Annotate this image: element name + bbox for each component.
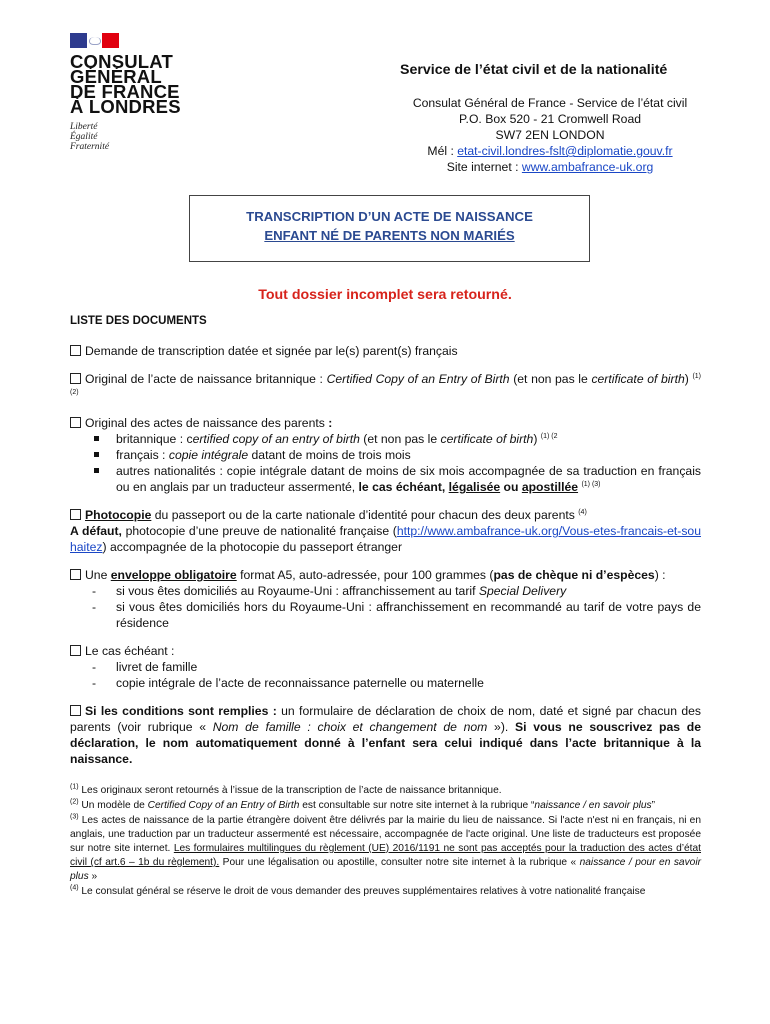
website-link[interactable]: www.ambafrance-uk.org <box>521 160 654 174</box>
service-address: Consulat Général de France - Service de l’état civil P.O. Box 520 - 21 Cromwell Road SW7 2EN LONDON Mél : etat-civil.londres-fslt@diplomatie.gouv.fr Site internet : www.ambafrance-uk.org <box>412 96 688 174</box>
document-title-box <box>189 195 590 262</box>
checkbox-icon[interactable] <box>70 373 81 384</box>
list-item: Demande de transcription datée et signée par le(s) parent(s) français <box>70 343 701 359</box>
nationality-proof-link[interactable]: http://www.ambafrance-uk.org/Vous-etes-francais-et-souhaitez <box>70 524 701 554</box>
list-item: Photocopie du passeport ou de la carte nationale d’identité pour chacun des deux parents $^{(4)}$ A défaut, photocopie d’une preuve de nationalité française (http://www.ambafrance-uk.org/Vous-etes-francais-et-souhaitez) accompagnée de la photocopie du passeport étranger <box>70 508 701 554</box>
marianne-flag-icon <box>70 33 119 48</box>
consulate-logo <box>70 33 200 152</box>
incomplete-warning: Tout dossier incomplet sera retourné. <box>258 287 512 303</box>
service-title: Service de l’état civil et de la nationalité <box>400 62 668 78</box>
list-item: Si les conditions sont remplies : un formulaire de déclaration de choix de nom, daté et signé par chacun des parents (voir rubrique « Nom de famille : choix et changement de nom »). Si vous ne souscrivez pas de déclaration, le nom automatiquement donné à l’enfant sera celui indiqué dans l’acte britannique à la naissance. <box>70 704 702 766</box>
sub-item: - si vous êtes domiciliés hors du Royaume-Uni : affranchissement en recommandé au tarif de votre pays de résidence <box>92 599 701 631</box>
list-item: Original de l’acte de naissance britannique : Certified Copy of an Entry of Birth (et non pas le certificate of birth) $^{(1) (2)}$ <box>70 372 701 396</box>
sub-item: britannique : certified copy of an entry of birth (et non pas le certificate of birth) $^{(1) (2}$ <box>92 431 701 447</box>
list-item: Le cas échéant : - livret de famille - copie intégrale de l’acte de reconnaissance paternelle ou maternelle <box>70 643 701 691</box>
sub-item: - si vous êtes domiciliés au Royaume-Uni : affranchissement au tarif Special Delivery <box>92 583 701 599</box>
document-title: TRANSCRIPTION D’UN ACTE DE NAISSANCE <box>246 209 533 224</box>
sub-item: français : copie intégrale datant de moins de trois mois <box>92 447 701 463</box>
checkbox-icon[interactable] <box>70 705 81 716</box>
sub-item: - livret de famille <box>92 659 701 675</box>
logo-name: CONSULAT GÉNÉRAL DE FRANCE À LONDRES <box>70 51 181 117</box>
footnote: $^{(4)}$ Le consulat général se réserve le droit de vous demander des preuves supplémentaires relatives à votre nationalité française <box>70 884 646 897</box>
sub-item: - copie intégrale de l’acte de reconnaissance paternelle ou maternelle <box>92 675 701 691</box>
documents-list <box>70 313 701 779</box>
footnote: $^{(1)}$ Les originaux seront retournés à l’issue de la transcription de l’acte de naissance britannique. <box>70 783 502 796</box>
checkbox-icon[interactable] <box>70 417 81 428</box>
list-heading: LISTE DES DOCUMENTS <box>70 315 207 327</box>
sub-item: autres nationalités : copie intégrale datant de moins de six mois accompagnée de sa traduction en français ou en anglais par un traducteur assermenté, le cas échéant, légalisée ou apostillée $^{(1) (3)}$ <box>70 463 701 495</box>
footnotes <box>70 784 701 900</box>
email-link[interactable]: etat-civil.londres-fslt@diplomatie.gouv.fr <box>457 144 673 158</box>
document-subtitle: ENFANT NÉ DE PARENTS NON MARIÉS <box>264 228 515 243</box>
checkbox-icon[interactable] <box>70 569 81 580</box>
checkbox-icon[interactable] <box>70 345 81 356</box>
footnote: $^{(2)}$ Un modèle de Certified Copy of an Entry of Birth est consultable sur notre site internet à la rubrique “naissance / en savoir plus” <box>70 798 656 811</box>
list-item: Une enveloppe obligatoire format A5, auto-adressée, pour 100 grammes (pas de chèque ni d’espèces) : - si vous êtes domiciliés au Royaume-Uni : affranchissement au tarif Special Delivery - si vous êtes domiciliés hors du Royaume-Uni : affranchissement en recommandé au tarif de votre pays de résidence <box>70 567 701 631</box>
list-item: Original des actes de naissance des parents : britannique : certified copy of an entry of birth (et non pas le certificate of birth) $^{(1) (2}$ français : copie intégrale datant de moins de trois mois autres nationalités : copie intégrale datant de moins de six mois accompagnée de sa traduction en français ou en anglais par un traducteur assermenté, le cas échéant, légalisée ou apostillée $^{(1) (3)}$ <box>70 415 701 495</box>
footnote: $^{(3)}$ Les actes de naissance de la partie étrangère doivent être délivrés par la mairie du lieu de naissance. Si l'acte n'est ni en français, ni en anglais, une traduction par un traducteur assermenté est nécessaire, accompagnée de l'acte original. Une liste de traducteurs est proposée sur notre site internet. Les formulaires multilingues du règlement (UE) 2016/1191 ne sont pas acceptés pour la traduction des actes d’état civil (cf art.6 – 1b du règlement). Pour une légalisation ou apostille, consulter notre site internet à la rubrique « naissance / pour en savoir plus » <box>70 813 702 882</box>
checkbox-icon[interactable] <box>70 645 81 656</box>
checkbox-icon[interactable] <box>70 509 81 520</box>
logo-motto: Liberté Égalité Fraternité <box>70 122 110 152</box>
